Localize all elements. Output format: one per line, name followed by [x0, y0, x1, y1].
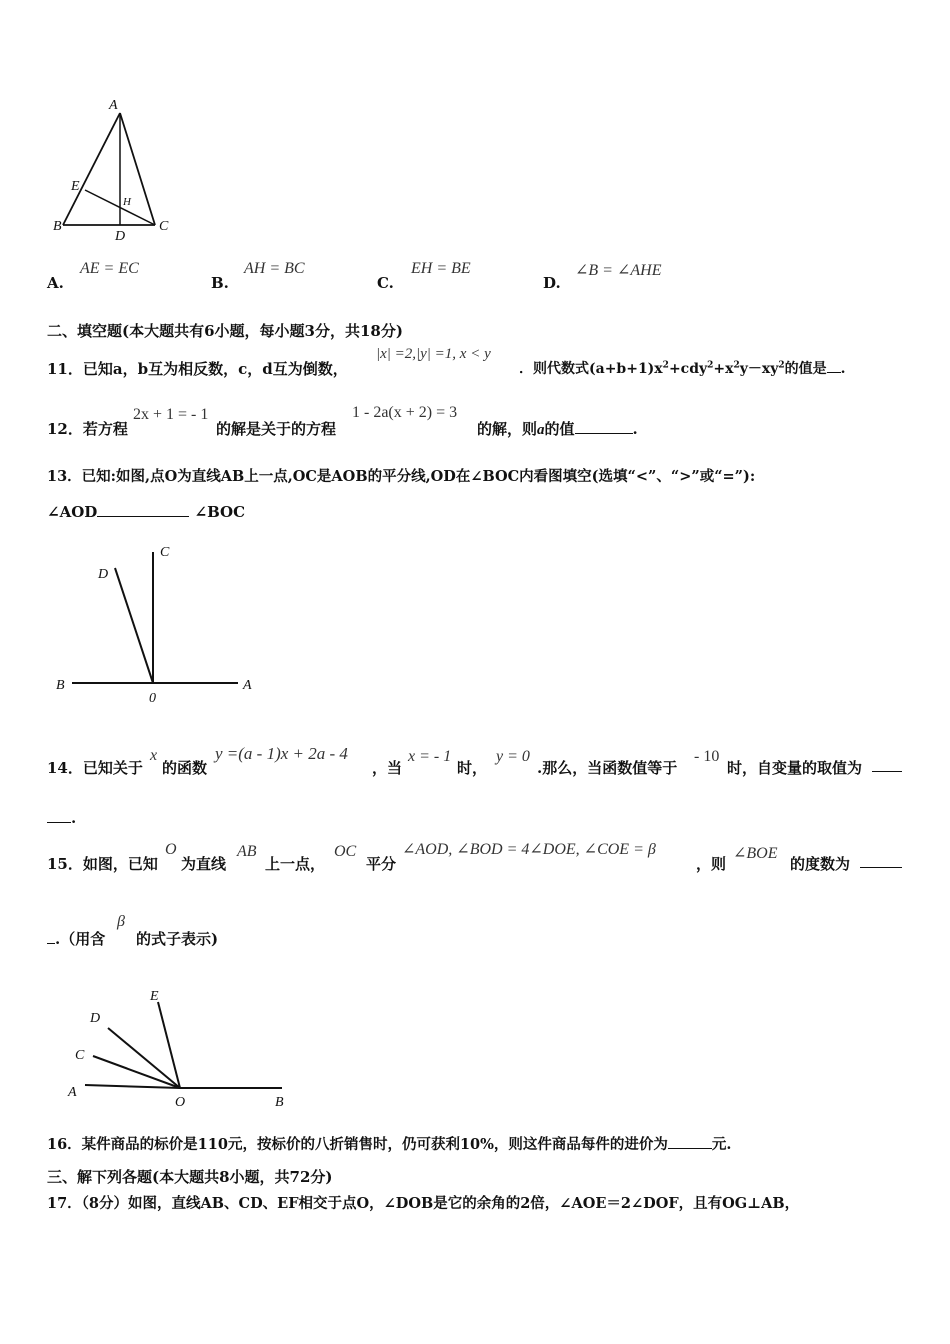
q14-answer-blank-2[interactable]: [47, 808, 71, 823]
ray-od: [115, 568, 153, 683]
q11-tail: .: [840, 361, 846, 377]
ray-oc: [93, 1056, 180, 1088]
q14-text5: .那么，当函数值等于: [537, 759, 678, 777]
q14-var-x: x: [150, 747, 158, 764]
q12-tail: .: [632, 420, 638, 438]
angle-figure-13: [50, 540, 270, 710]
label-B: B: [56, 678, 65, 693]
label-D: D: [115, 229, 126, 244]
label-A: A: [243, 678, 252, 693]
q14-line2: [47, 808, 76, 827]
q12-math2: 1 - 2a(x + 2) = 3: [352, 404, 458, 421]
q14-text1: 14．已知关于: [47, 759, 143, 777]
label-A: A: [109, 98, 118, 113]
q13-left: ∠AOD: [47, 503, 98, 521]
q14-cond2: y = 0: [496, 748, 530, 765]
option-b-letter: B.: [211, 274, 229, 292]
label-D: D: [90, 1011, 101, 1026]
q15-O: O: [165, 841, 177, 858]
label-E: E: [150, 989, 159, 1004]
q14-answer-blank-1[interactable]: [872, 757, 902, 772]
label-D: D: [98, 567, 109, 582]
q11-text1: 11．已知a，b互为相反数，c，d互为倒数，: [47, 360, 348, 378]
q16-answer-blank[interactable]: [668, 1134, 712, 1149]
q15-beta: β: [117, 913, 125, 930]
q12-text3: 的解，则: [477, 420, 538, 438]
triangle-figure: [45, 95, 185, 245]
q15-target: ∠BOE: [733, 845, 778, 862]
label-E: E: [71, 179, 80, 194]
option-d-letter: D.: [543, 274, 561, 292]
q14-text6: 时，自变量的取值为: [727, 759, 863, 777]
angle-figure-15: [60, 980, 300, 1115]
q15-answer-blank-1[interactable]: [860, 853, 902, 868]
label-C: C: [160, 545, 170, 560]
label-C: C: [75, 1048, 85, 1063]
q14-function: y =(a - 1)x + 2a - 4: [215, 744, 348, 763]
q13-right: ∠BOC: [194, 503, 246, 521]
q13-answer-blank[interactable]: [97, 502, 189, 517]
q16-text2: 元.: [711, 1136, 732, 1153]
option-c-letter: C.: [377, 274, 394, 292]
ray-oa: [85, 1085, 180, 1088]
q15-text6: 的度数为: [790, 855, 851, 873]
q15-text1: 15．如图，已知: [47, 855, 158, 873]
q15-condition: ∠AOD, ∠BOD = 4∠DOE, ∠COE = β: [402, 841, 656, 858]
option-d-expr: ∠B = ∠AHE: [575, 262, 662, 279]
q14-text3: ，当: [372, 759, 403, 777]
question-17: 17．（8分）如图，直线AB、CD、EF相交于点O，∠DOB是它的余角的2倍，∠AOE＝2∠DOF，且有OG⊥AB，: [47, 1195, 800, 1212]
q11-math: |x| =2,|y| =1, x < y: [376, 346, 491, 362]
label-O: O: [175, 1095, 186, 1110]
q11-sup3: 2: [733, 360, 740, 371]
option-a-expr: AE = EC: [80, 260, 139, 277]
q11-text6: 的值是: [784, 361, 827, 377]
q14-cond1: x = - 1: [408, 748, 452, 765]
q11-sup2: 2: [707, 360, 714, 371]
q15-line2a: .（用含: [55, 930, 106, 948]
option-a-letter: A.: [47, 274, 64, 292]
q15-text3: 上一点，: [265, 855, 326, 873]
q15-text5: ，则: [696, 855, 727, 873]
q14-text4: 时，: [457, 759, 488, 777]
q12-tail-group: [477, 418, 638, 439]
q14-text2: 的函数: [162, 759, 208, 777]
q11-text4: +x: [713, 361, 734, 377]
q11-text5: y－xy: [739, 361, 779, 377]
option-b-expr: AH = BC: [244, 260, 305, 277]
q15-AB: AB: [237, 843, 257, 860]
q11-answer-blank[interactable]: [827, 358, 841, 373]
label-B: B: [275, 1095, 284, 1110]
q11-sup1: 2: [662, 360, 669, 371]
q15-answer-blank-2[interactable]: [47, 929, 55, 944]
q15-text2: 为直线: [181, 855, 227, 873]
label-O: 0: [149, 691, 156, 706]
q15-line2b: 的式子表示): [136, 930, 219, 948]
side-ab: [63, 113, 120, 225]
q15-OC: OC: [334, 843, 357, 860]
label-H: H: [123, 196, 131, 208]
q11-expression: [519, 358, 846, 378]
ray-od: [108, 1028, 180, 1088]
section-3-title: 三、解下列各题(本大题共8小题，共72分): [47, 1168, 333, 1186]
q11-sup4: 2: [778, 360, 785, 371]
q12-text1: 12．若方程: [47, 420, 128, 438]
label-C: C: [159, 219, 169, 234]
question-16: [47, 1133, 731, 1154]
label-A: A: [68, 1085, 77, 1100]
q11-text3: +cdy: [668, 361, 708, 377]
side-ac: [120, 113, 155, 225]
q13-compare: [47, 502, 245, 521]
ray-oe: [158, 1002, 180, 1088]
q13-line1: 13．已知:如图,点O为直线AB上一点,OC是AOB的平分线,OD在∠BOC内看图填空(选填“<”、“>”或“=”):: [47, 468, 756, 485]
label-B: B: [53, 219, 62, 234]
q14-tail: .: [71, 809, 77, 827]
q12-text4: 的值: [544, 420, 575, 438]
q14-value: - 10: [694, 748, 720, 765]
q12-text2: 的解是关于的方程: [216, 420, 337, 438]
q16-text1: 16．某件商品的标价是110元，按标价的八折销售时，仍可获利10%，则这件商品每件的进价为: [47, 1136, 668, 1153]
section-2-title: 二、填空题(本大题共有6小题，每小题3分，共18分): [47, 322, 403, 340]
q12-math1: 2x + 1 = - 1: [133, 406, 209, 423]
q12-answer-blank[interactable]: [575, 419, 633, 434]
q15-line2: [47, 928, 105, 949]
q11-text2: ．则代数式(a+b+1)x: [519, 361, 663, 377]
option-c-expr: EH = BE: [411, 260, 471, 277]
q15-text4: 平分: [366, 855, 397, 873]
q12-var-a: a: [537, 422, 545, 438]
